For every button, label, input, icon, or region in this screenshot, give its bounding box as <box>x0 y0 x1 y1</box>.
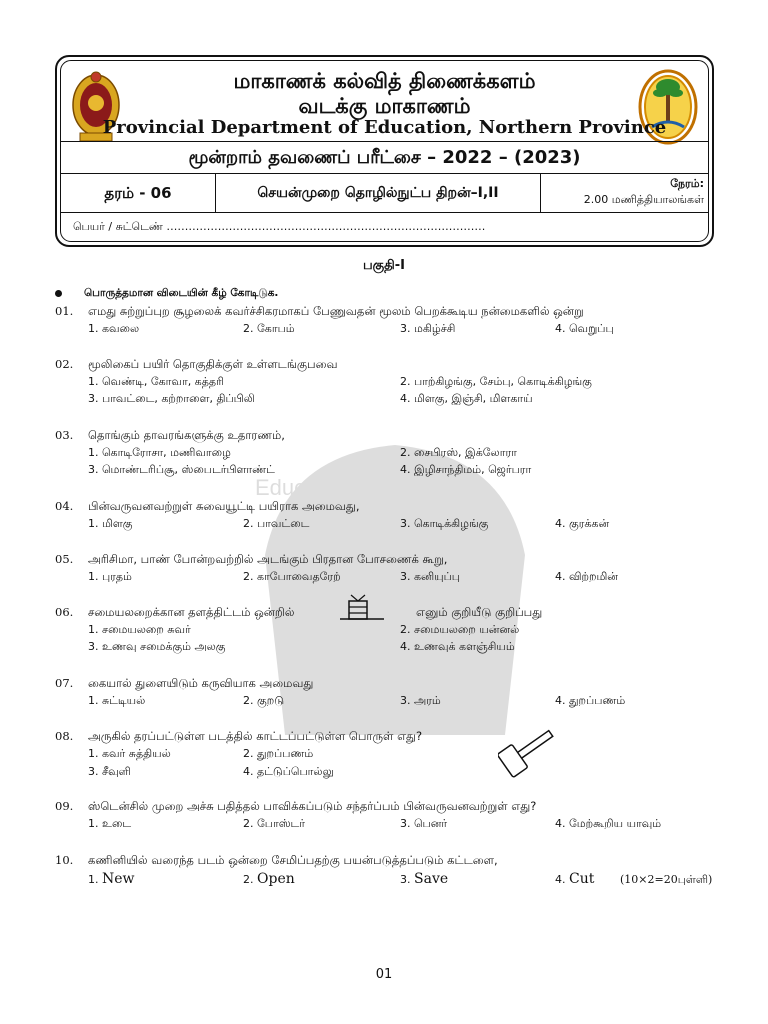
question <box>55 357 338 373</box>
option[interactable]: 1. கவர் சுத்தியல் <box>88 747 171 760</box>
time-value: 2.00 மணித்தியாலங்கள் <box>583 193 704 206</box>
option[interactable]: 1. உடை <box>88 817 132 830</box>
bullet-icon <box>55 290 62 297</box>
name-index-line: பெயர் / சுட்டெண் …………………………………………………………………………… <box>73 220 486 233</box>
option[interactable]: 1. புரதம் <box>88 570 132 583</box>
question-number: 05. <box>55 552 74 566</box>
question <box>55 552 447 568</box>
option-text: Save <box>414 871 449 887</box>
question-text: ஸ்டென்சில் முறை அச்சு பதித்தல் பாவிக்கப்படும் சந்தர்ப்பம் பின்வருவனவற்றுள் எது? <box>88 799 537 813</box>
question-text: சமையலறைக்கான தளத்திட்டம் ஒன்றில் <box>88 605 295 619</box>
option[interactable]: 1. மிளகு <box>88 517 133 530</box>
option[interactable] <box>400 871 448 887</box>
option[interactable]: 3. அரம் <box>400 694 441 707</box>
option[interactable]: 4. இழிசாந்திமம், ஜெர்பரா <box>400 463 532 476</box>
watermark-text: Education <box>255 475 353 500</box>
grade-label: தரம் - 06 <box>61 174 216 212</box>
option-number: 3. <box>400 873 411 886</box>
header-divider <box>61 141 708 142</box>
option[interactable]: 4. விற்றமின் <box>555 570 618 583</box>
question-text: பின்வருவனவற்றுள் சுவையூட்டி பயிராக அமைவது, <box>88 499 360 513</box>
option[interactable]: 2. குறடு <box>243 694 285 707</box>
mallet-picture-icon <box>498 728 560 778</box>
header-box <box>55 55 714 247</box>
option-text: New <box>102 871 135 887</box>
question-number: 08. <box>55 729 74 743</box>
option[interactable]: 4. உணவுக் களஞ்சியம் <box>400 640 515 653</box>
question-number: 09. <box>55 799 74 813</box>
dept-title-english: Provincial Department of Education, Northern Province <box>102 117 667 138</box>
option-text: Cut <box>569 871 595 887</box>
option[interactable]: 3. உணவு சமைக்கும் அலகு <box>88 640 226 653</box>
time-label: நேரம்: <box>670 177 704 190</box>
option[interactable] <box>555 871 594 887</box>
option[interactable]: 4. மிளகு, இஞ்சி, மிளகாய் <box>400 392 533 405</box>
option[interactable]: 1. சுட்டியல் <box>88 694 146 707</box>
kitchen-window-symbol-icon <box>340 593 384 623</box>
option[interactable]: 3. பெனர் <box>400 817 448 830</box>
header-inner-border <box>60 60 709 242</box>
question-number: 01. <box>55 304 74 318</box>
option[interactable]: 1. கொடிரோசா, மணிவாழை <box>88 446 231 459</box>
question-text: கையால் துளையிடும் கருவியாக அமைவது <box>88 676 314 690</box>
option[interactable]: 1. கவலை <box>88 322 140 335</box>
question-text: கணினியில் வரைந்த படம் ஒன்றை சேமிப்பதற்கு பயன்படுத்தப்படும் கட்டளை, <box>88 853 498 867</box>
time-info <box>541 176 704 208</box>
question-text: தொங்கும் தாவரங்களுக்கு உதாரணம், <box>88 428 285 442</box>
option[interactable]: 3. சீவுளி <box>88 765 131 778</box>
option[interactable]: 2. பாற்கிழங்கு, சேம்பு, கொடிக்கிழங்கு <box>400 375 592 388</box>
question-number: 03. <box>55 428 74 442</box>
option[interactable]: 2. சைபிரஸ், இக்லோரா <box>400 446 517 459</box>
question-number: 10. <box>55 853 74 867</box>
option[interactable]: 2. துறப்பணம் <box>243 747 314 760</box>
option[interactable]: 4. துறப்பணம் <box>555 694 626 707</box>
question <box>55 676 313 692</box>
question <box>55 428 285 444</box>
option-number: 2. <box>243 873 254 886</box>
page-number: 01 <box>375 967 393 982</box>
question-text: அருகில் தரப்பட்டுள்ள படத்தில் காட்டப்பட்டுள்ள பொருள் எது? <box>88 729 423 743</box>
option[interactable] <box>88 871 135 887</box>
option-number: 1. <box>88 873 99 886</box>
option[interactable]: 3. மகிழ்ச்சி <box>400 322 456 335</box>
subject-label: செயன்முறை தொழில்நுட்ப திறன்–I,II <box>216 174 541 212</box>
option[interactable]: 3. கனியுப்பு <box>400 570 460 583</box>
option[interactable]: 3. மொண்டரிப்சூ, ஸ்பைடர்பிளாண்ட் <box>88 463 275 476</box>
option[interactable]: 2. கோபம் <box>243 322 295 335</box>
option[interactable] <box>243 871 295 887</box>
question <box>55 304 584 320</box>
header-divider <box>61 212 708 213</box>
question-text-continued: எனும் குறியீடு குறிப்பது <box>416 605 543 619</box>
option[interactable]: 2. காபோவைதரேற் <box>243 570 341 583</box>
option-text: Open <box>257 871 295 887</box>
question <box>55 605 294 621</box>
question-number: 04. <box>55 499 74 513</box>
instruction <box>55 287 278 300</box>
option[interactable]: 3. கொடிக்கிழங்கு <box>400 517 489 530</box>
dept-title-tamil-line1: மாகாணக் கல்வித் திணைக்களம் <box>233 69 536 93</box>
option[interactable]: 4. தட்டுப்பொல்லு <box>243 765 334 778</box>
option[interactable]: 2. சமையலறை யன்னல் <box>400 623 520 636</box>
option[interactable]: 2. போஸ்டர் <box>243 817 306 830</box>
question <box>55 853 498 869</box>
section-label: பகுதி-I <box>362 258 406 273</box>
question-number: 02. <box>55 357 74 371</box>
option-number: 4. <box>555 873 566 886</box>
option[interactable]: 3. பாவட்டை, கற்றாளை, திப்பிலி <box>88 392 255 405</box>
option[interactable]: 2. பாவட்டை <box>243 517 310 530</box>
option[interactable]: 4. குரக்கன் <box>555 517 610 530</box>
question <box>55 499 360 515</box>
question <box>55 799 536 815</box>
option[interactable]: 1. சமையலறை சுவர் <box>88 623 191 636</box>
option[interactable]: 1. வெண்டி, கோவா, கத்தரி <box>88 375 224 388</box>
instruction-text: பொருத்தமான விடையின் கீழ் கோடிடுக. <box>84 287 279 299</box>
option[interactable]: 4. மேற்கூறிய யாவும் <box>555 817 662 830</box>
marks-label: (10×2=20புள்ளி) <box>620 873 713 886</box>
question-text: எமது சுற்றுப்புற சூழலைக் கவர்ச்சிகரமாகப் பேணுவதன் மூலம் பெறக்கூடிய நன்மைகளில் ஒன்று <box>88 304 584 318</box>
question-number: 06. <box>55 605 74 619</box>
question <box>55 729 422 745</box>
question-text: அரிசிமா, பாண் போன்றவற்றில் அடங்கும் பிரதான போசணைக் கூறு, <box>88 552 448 566</box>
question-number: 07. <box>55 676 74 690</box>
exam-title: மூன்றாம் தவணைப் பரீட்சை – 2022 – (2023) <box>188 147 581 168</box>
option[interactable]: 4. வெறுப்பு <box>555 322 614 335</box>
question-text: மூலிகைப் பயிர் தொகுதிக்குள் உள்ளடங்குபவை <box>88 357 338 371</box>
dept-title-tamil-line2: வடக்கு மாகாணம் <box>298 94 471 118</box>
exam-info-row <box>61 174 708 212</box>
